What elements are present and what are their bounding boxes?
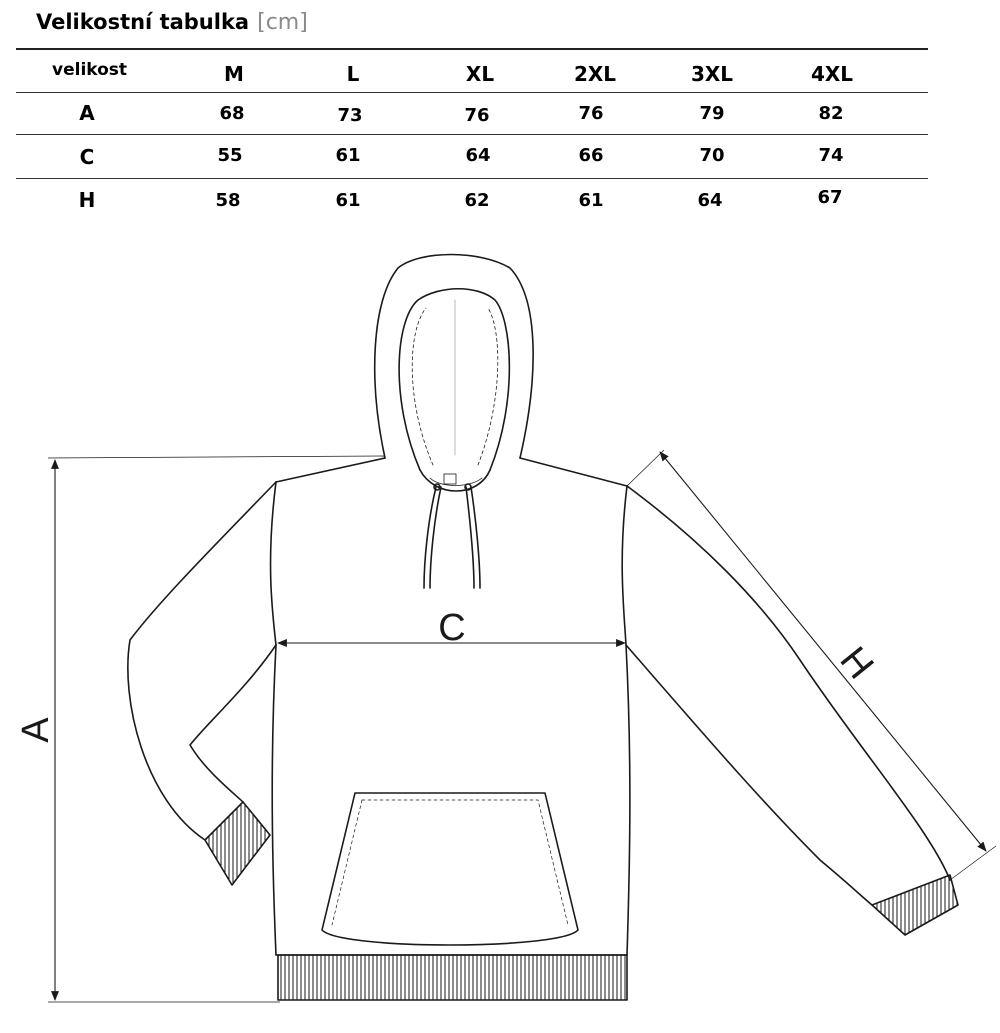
cell-a-4xl: 82 (818, 103, 844, 124)
size-table-unit: [cm] (257, 10, 308, 35)
cell-c-m: 55 (217, 145, 243, 166)
measure-c-label: C (438, 607, 466, 649)
measure-h-tick-bottom (950, 846, 996, 880)
cell-c-l: 61 (335, 145, 361, 166)
cell-a-l: 73 (337, 105, 363, 126)
measure-h-label: H (831, 639, 882, 688)
header-size-4xl: 4XL (810, 62, 854, 86)
cell-a-m: 68 (219, 103, 245, 124)
cell-h-l: 61 (335, 190, 361, 211)
sleeve-right-outer (627, 486, 950, 880)
size-table-title-text: Velikostní tabulka (36, 10, 250, 34)
cell-a-xl: 76 (464, 105, 490, 126)
kangaroo-pocket (322, 793, 578, 945)
header-size-2xl: 2XL (573, 62, 617, 86)
cell-h-xl: 62 (464, 190, 490, 211)
sleeve-left-outer (128, 482, 276, 840)
cell-h-4xl: 67 (817, 187, 843, 208)
header-size-xl: XL (465, 62, 495, 86)
sleeve-right-inner (626, 645, 872, 905)
hood-inner (399, 289, 509, 470)
cell-h-3xl: 64 (697, 190, 723, 211)
cell-h-2xl: 61 (578, 190, 604, 211)
row-label-a: A (79, 101, 95, 125)
cell-c-3xl: 70 (699, 145, 725, 166)
shoulder-right (520, 458, 627, 486)
cell-c-2xl: 66 (578, 145, 604, 166)
header-size-label: velikost (52, 60, 128, 80)
header-size-m: M (224, 62, 244, 86)
cell-h-m: 58 (215, 190, 241, 211)
header-size-3xl: 3XL (690, 62, 734, 86)
row-label-h: H (78, 188, 96, 212)
sleeve-left-inner (190, 645, 276, 802)
cell-a-2xl: 76 (578, 103, 604, 124)
cuff-left (205, 802, 270, 885)
torso-left-side (271, 482, 276, 955)
torso-right-side (622, 486, 630, 955)
measure-h-tick-top (627, 450, 664, 486)
measure-a-label: A (15, 717, 57, 743)
shoulder-left (276, 458, 385, 482)
cell-c-xl: 64 (465, 145, 491, 166)
row-label-c: C (79, 145, 95, 169)
hem-ribbing (278, 955, 627, 1000)
cell-c-4xl: 74 (818, 145, 844, 166)
header-size-l: L (346, 62, 360, 86)
cuff-right (872, 875, 958, 935)
cell-a-3xl: 79 (699, 103, 725, 124)
measure-h-line (660, 452, 986, 851)
measure-a-tick-top (48, 456, 385, 458)
